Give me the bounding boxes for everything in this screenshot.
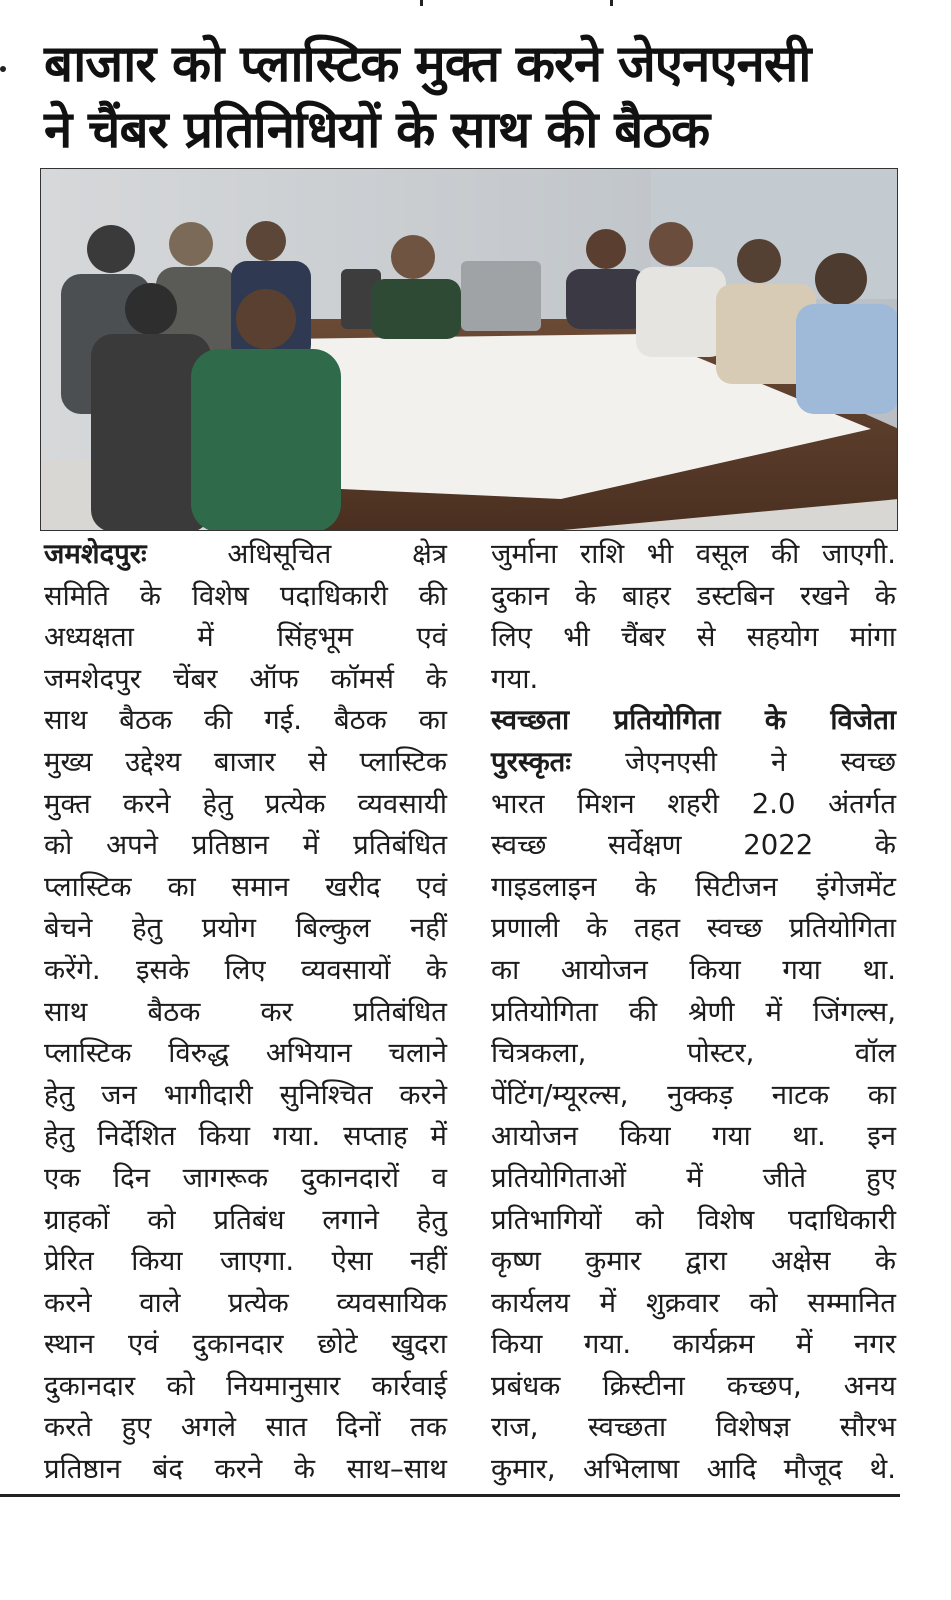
article-text-line: प्रतिभागियों को विशेष पदाधिकारी: [491, 1203, 896, 1236]
article-text-line: मुख्य उद्देश्य बाजार से प्लास्टिक: [44, 745, 447, 778]
article-text-line: साथ बैठक कर प्रतिबंधित: [44, 995, 447, 1028]
article-text-line: ग्राहकों को प्रतिबंध लगाने हेतु: [44, 1203, 447, 1236]
article-text-line: प्रतियोगिताओं में जीते हुए: [491, 1161, 896, 1194]
article-text-line: गया.: [491, 662, 539, 695]
article-text-line: दुकान के बाहर डस्टबिन रखने के: [491, 579, 896, 612]
article-text-line: पेंटिंग/म्यूरल्स, नुक्कड़ नाटक का: [491, 1078, 896, 1111]
article-text-line: साथ बैठक की गई. बैठक का: [44, 704, 447, 737]
article-column-right: [491, 534, 896, 1491]
article-text-line: स्वच्छ सर्वेक्षण 2022 के: [491, 829, 896, 862]
headline-line-1: बाजार को प्लास्टिक मुक्त करने जेएनएनसी: [44, 35, 811, 94]
subheading-continued: [491, 742, 896, 784]
article-text-line: किया गया. कार्यक्रम में नगर: [491, 1328, 896, 1361]
article-text-line: चित्रकला, पोस्टर, वॉल: [491, 1037, 896, 1070]
article-text-line: प्रबंधक क्रिस्टीना कच्छप, अनय: [491, 1369, 896, 1402]
article-column-left: [44, 534, 447, 1491]
article-first-line: [44, 534, 447, 576]
dateline: जमशेदपुरः: [44, 538, 147, 570]
article-text-line: बेचने हेतु प्रयोग बिल्कुल नहीं: [44, 912, 447, 945]
meeting-photo-icon: [41, 169, 898, 531]
article-text-line: अधिसूचित क्षेत्र: [227, 538, 447, 570]
article-text-line: अध्यक्षता में सिंहभूम एवं: [44, 621, 447, 654]
article-text-line: को अपने प्रतिष्ठान में प्रतिबंधित: [44, 829, 447, 862]
article-text-line: प्रणाली के तहत स्वच्छ प्रतियोगिता: [491, 912, 896, 945]
article-text-line: एक दिन जागरूक दुकानदारों व: [44, 1161, 447, 1194]
article-text-line: हेतु जन भागीदारी सुनिश्चित करने: [44, 1078, 447, 1111]
subheading-end: पुरस्कृतः: [491, 745, 571, 778]
article-text-line: कार्यलय में शुक्रवार को सम्मानित: [491, 1286, 896, 1319]
article-text-line: जमशेदपुर चेंबर ऑफ कॉमर्स के: [44, 662, 447, 695]
headline: [44, 32, 924, 164]
article-text-line: लिए भी चैंबर से सहयोग मांगा: [491, 621, 896, 654]
article-text-line: आयोजन किया गया था. इन: [491, 1120, 896, 1153]
article-text-line: करेंगे. इसके लिए व्यवसायों के: [44, 953, 447, 986]
article-text-line: प्रेरित किया जाएगा. ऐसा नहीं: [44, 1245, 447, 1278]
article-text-line: कुमार, अभिलाषा आदि मौजूद थे.: [491, 1453, 896, 1486]
headline-line-2: ने चैंबर प्रतिनिधियों के साथ की बैठक: [44, 101, 710, 160]
article-text-line: जेएनएसी ने स्वच्छ: [625, 745, 896, 778]
article-text-line: प्लास्टिक विरुद्ध अभियान चलाने: [44, 1037, 447, 1070]
article-text-line: जुर्माना राशि भी वसूल की जाएगी.: [491, 538, 896, 570]
bottom-rule: [0, 1494, 900, 1497]
article-text-line: का आयोजन किया गया था.: [491, 953, 896, 986]
subheading: स्वच्छता प्रतियोगिता के विजेता: [491, 704, 896, 737]
top-clipped-rule: [0, 0, 951, 6]
meeting-photo: [40, 168, 898, 531]
article-text-line: भारत मिशन शहरी 2.0 अंतर्गत: [491, 787, 896, 820]
article-text-line: प्रतिष्ठान बंद करने के साथ–साथ: [44, 1453, 447, 1486]
article-text-line: गाइडलाइन के सिटीजन इंगेजमेंट: [491, 870, 896, 903]
article-text-line: प्रतियोगिता की श्रेणी में जिंगल्स,: [491, 995, 896, 1028]
article-text-line: करते हुए अगले सात दिनों तक: [44, 1411, 447, 1444]
article-text-line: करने वाले प्रत्येक व्यवसायिक: [44, 1286, 447, 1319]
margin-bullet: [0, 66, 6, 72]
article-text-line: प्लास्टिक का समान खरीद एवं: [44, 870, 447, 903]
article-text-line: कृष्ण कुमार द्वारा अक्षेस के: [491, 1245, 896, 1278]
article-text-line: राज, स्वच्छता विशेषज्ञ सौरभ: [491, 1411, 896, 1444]
article-text-line: समिति के विशेष पदाधिकारी की: [44, 579, 447, 612]
article-text-line: मुक्त करने हेतु प्रत्येक व्यवसायी: [44, 787, 447, 820]
article-text-line: हेतु निर्देशित किया गया. सप्ताह में: [44, 1120, 447, 1153]
article-text-line: स्थान एवं दुकानदार छोटे खुदरा: [44, 1328, 447, 1361]
article-text-line: दुकानदार को नियमानुसार कार्रवाई: [44, 1369, 447, 1402]
